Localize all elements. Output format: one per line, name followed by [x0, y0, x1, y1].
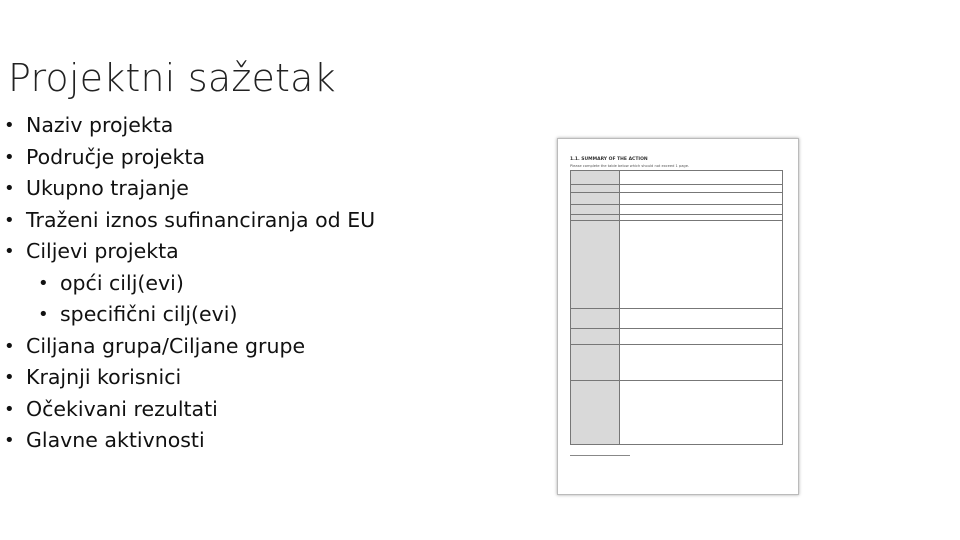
document-heading: 1.1. SUMMARY OF THE ACTION [570, 157, 648, 162]
document-hint: Please complete the table below which should not exceed 1 page. [570, 164, 690, 168]
sub-bullet-item: • opći cilj(evi) [4, 268, 375, 300]
summary-table [570, 170, 783, 445]
document-thumbnail [557, 138, 799, 495]
bullet-item: • Ciljevi projekta [4, 236, 375, 268]
bullet-item: • Krajnji korisnici [4, 362, 375, 394]
bullet-item: • Glavne aktivnosti [4, 425, 375, 457]
bullet-item: • Područje projekta [4, 142, 375, 174]
footnote-rule [570, 455, 630, 456]
bullet-item: • Očekivani rezultati [4, 394, 375, 426]
bullet-item: • Ukupno trajanje [4, 173, 375, 205]
bullet-item: • Ciljana grupa/Ciljane grupe [4, 331, 375, 363]
bullet-list [4, 110, 375, 457]
sub-bullet-item: • specifični cilj(evi) [4, 299, 375, 331]
bullet-item: • Traženi iznos sufinanciranja od EU [4, 205, 375, 237]
slide-title: Projektni sažetak [8, 56, 336, 100]
bullet-item: • Naziv projekta [4, 110, 375, 142]
